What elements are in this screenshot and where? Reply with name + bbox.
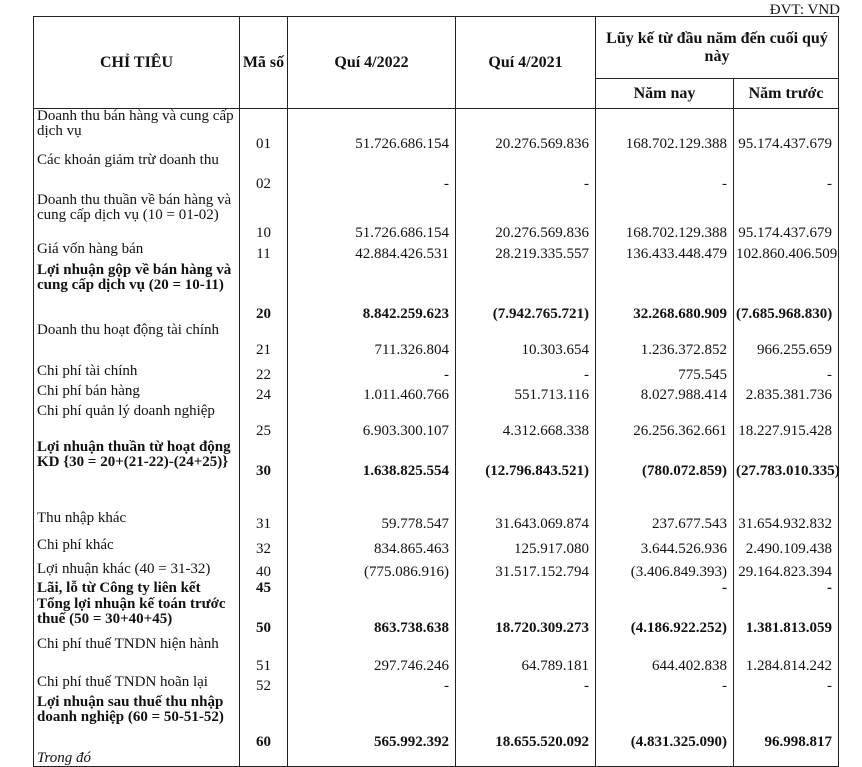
row-this-year: 775.545 [596, 359, 734, 384]
row-q4-2021 [456, 581, 596, 597]
row-name: Chi phí thuế TNDN hiện hành [34, 637, 240, 675]
row-q4-2022 [288, 751, 456, 767]
row-this-year: 26.256.362.661 [596, 404, 734, 440]
row-code: 45 [240, 581, 288, 597]
row-last-year: - [734, 359, 839, 384]
row-q4-2022 [288, 581, 456, 597]
row-name: Giá vốn hàng bán [34, 242, 240, 263]
header-q4-2021: Quí 4/2021 [456, 17, 596, 109]
row-q4-2022: - [288, 153, 456, 193]
row-code: 01 [240, 109, 288, 153]
row-q4-2021 [456, 751, 596, 767]
row-code: 52 [240, 675, 288, 695]
row-name: Thu nhập khác [34, 505, 240, 533]
row-q4-2022: 51.726.686.154 [288, 109, 456, 153]
row-code: 22 [240, 359, 288, 384]
row-q4-2021: 31.517.152.794 [456, 558, 596, 581]
row-q4-2021: 18.655.520.092 [456, 695, 596, 751]
row-last-year: 966.255.659 [734, 323, 839, 359]
row-last-year [734, 751, 839, 767]
row-name: Doanh thu bán hàng và cung cấp dịch vụ [34, 109, 240, 153]
row-q4-2021: 18.720.309.273 [456, 597, 596, 637]
row-last-year: 2.490.109.438 [734, 533, 839, 558]
row-code: 20 [240, 263, 288, 323]
row-q4-2021: 64.789.181 [456, 637, 596, 675]
row-this-year: 136.433.448.479 [596, 242, 734, 263]
table-row [34, 193, 839, 242]
header-this-year: Năm nay [596, 79, 734, 109]
table-row [34, 505, 839, 533]
table-row [34, 109, 839, 153]
row-q4-2022: 565.992.392 [288, 695, 456, 751]
row-code: 21 [240, 323, 288, 359]
header-last-year: Năm trước [734, 79, 839, 109]
row-last-year: 102.860.406.509 [734, 242, 839, 263]
row-q4-2021: (12.796.843.521) [456, 440, 596, 505]
row-last-year: 96.998.817 [734, 695, 839, 751]
row-q4-2021: - [456, 359, 596, 384]
row-code: 31 [240, 505, 288, 533]
row-code [240, 751, 288, 767]
table-row [34, 359, 839, 384]
row-q4-2021: 31.643.069.874 [456, 505, 596, 533]
table-row [34, 323, 839, 359]
row-this-year: 237.677.543 [596, 505, 734, 533]
header-cumulative: Lũy kế từ đầu năm đến cuối quý này [596, 17, 839, 79]
row-q4-2022: 51.726.686.154 [288, 193, 456, 242]
row-name: Các khoản giảm trừ doanh thu [34, 153, 240, 193]
row-q4-2022: 711.326.804 [288, 323, 456, 359]
header-q4-2022: Quí 4/2022 [288, 17, 456, 109]
row-this-year: (4.831.325.090) [596, 695, 734, 751]
table-row [34, 440, 839, 505]
row-name: Doanh thu hoạt động tài chính [34, 323, 240, 359]
table-row [34, 695, 839, 751]
table-row [34, 751, 839, 767]
row-last-year: 31.654.932.832 [734, 505, 839, 533]
row-last-year: 1.381.813.059 [734, 597, 839, 637]
row-q4-2022: 42.884.426.531 [288, 242, 456, 263]
row-name: Chi phí thuế TNDN hoãn lại [34, 675, 240, 695]
row-q4-2021: 10.303.654 [456, 323, 596, 359]
row-name: Lợi nhuận khác (40 = 31-32) [34, 558, 240, 581]
row-q4-2022: 863.738.638 [288, 597, 456, 637]
row-name: Chi phí bán hàng [34, 384, 240, 404]
row-name: Lãi, lỗ từ Công ty liên kết [34, 581, 240, 597]
row-code: 11 [240, 242, 288, 263]
row-code: 50 [240, 597, 288, 637]
row-q4-2021: 125.917.080 [456, 533, 596, 558]
header-code: Mã số [240, 17, 288, 109]
row-last-year: 95.174.437.679 [734, 193, 839, 242]
row-code: 51 [240, 637, 288, 675]
unit-label: ĐVT: VND [769, 2, 840, 18]
row-code: 40 [240, 558, 288, 581]
row-last-year: 1.284.814.242 [734, 637, 839, 675]
row-this-year [596, 751, 734, 767]
table-row [34, 533, 839, 558]
row-this-year: - [596, 581, 734, 597]
row-q4-2022: - [288, 359, 456, 384]
row-this-year: - [596, 675, 734, 695]
row-code: 60 [240, 695, 288, 751]
row-q4-2021: - [456, 675, 596, 695]
income-statement-table [33, 16, 839, 767]
row-q4-2021: 20.276.569.836 [456, 193, 596, 242]
table-row [34, 581, 839, 597]
row-this-year: 8.027.988.414 [596, 384, 734, 404]
row-q4-2022: 6.903.300.107 [288, 404, 456, 440]
row-q4-2021: (7.942.765.721) [456, 263, 596, 323]
row-q4-2022: 834.865.463 [288, 533, 456, 558]
row-last-year: 2.835.381.736 [734, 384, 839, 404]
row-q4-2022: - [288, 675, 456, 695]
row-this-year: (3.406.849.393) [596, 558, 734, 581]
table-row [34, 153, 839, 193]
row-last-year: - [734, 675, 839, 695]
row-last-year: 95.174.437.679 [734, 109, 839, 153]
row-q4-2021: 4.312.668.338 [456, 404, 596, 440]
row-q4-2022: (775.086.916) [288, 558, 456, 581]
row-q4-2022: 1.011.460.766 [288, 384, 456, 404]
row-this-year: 168.702.129.388 [596, 193, 734, 242]
row-code: 30 [240, 440, 288, 505]
row-name: Lợi nhuận gộp về bán hàng và cung cấp dịch vụ (20 = 10-11) [34, 263, 240, 323]
row-this-year: 644.402.838 [596, 637, 734, 675]
row-q4-2021: 551.713.116 [456, 384, 596, 404]
row-name: Tổng lợi nhuận kế toán trước thuế (50 = 30+40+45) [34, 597, 240, 637]
row-code: 02 [240, 153, 288, 193]
table-row [34, 597, 839, 637]
row-name: Chi phí quản lý doanh nghiệp [34, 404, 240, 440]
row-this-year: 32.268.680.909 [596, 263, 734, 323]
table-row [34, 404, 839, 440]
table-row [34, 637, 839, 675]
row-q4-2021: - [456, 153, 596, 193]
row-q4-2021: 20.276.569.836 [456, 109, 596, 153]
row-q4-2022: 59.778.547 [288, 505, 456, 533]
table-row [34, 384, 839, 404]
row-q4-2022: 8.842.259.623 [288, 263, 456, 323]
row-name: Trong đó [34, 751, 240, 767]
row-name: Lợi nhuận sau thuế thu nhập doanh nghiệp (60 = 50-51-52) [34, 695, 240, 751]
row-this-year: (4.186.922.252) [596, 597, 734, 637]
row-code: 24 [240, 384, 288, 404]
row-last-year: - [734, 153, 839, 193]
row-this-year: (780.072.859) [596, 440, 734, 505]
row-name: Chi phí khác [34, 533, 240, 558]
row-code: 10 [240, 193, 288, 242]
row-code: 32 [240, 533, 288, 558]
row-code: 25 [240, 404, 288, 440]
row-last-year: (7.685.968.830) [734, 263, 839, 323]
table-row [34, 558, 839, 581]
row-this-year: 1.236.372.852 [596, 323, 734, 359]
row-q4-2022: 297.746.246 [288, 637, 456, 675]
table-row [34, 242, 839, 263]
row-last-year: - [734, 581, 839, 597]
table-row [34, 263, 839, 323]
row-this-year: 168.702.129.388 [596, 109, 734, 153]
row-name: Chi phí tài chính [34, 359, 240, 384]
row-this-year: - [596, 153, 734, 193]
row-q4-2022: 1.638.825.554 [288, 440, 456, 505]
table-row [34, 675, 839, 695]
row-this-year: 3.644.526.936 [596, 533, 734, 558]
header-item: CHỈ TIÊU [34, 17, 240, 109]
row-name: Lợi nhuận thuần từ hoạt động KD {30 = 20+(21-22)-(24+25)} [34, 440, 240, 505]
row-q4-2021: 28.219.335.557 [456, 242, 596, 263]
row-name: Doanh thu thuần về bán hàng và cung cấp dịch vụ (10 = 01-02) [34, 193, 240, 242]
row-last-year: 29.164.823.394 [734, 558, 839, 581]
row-last-year: (27.783.010.335) [734, 440, 839, 505]
row-last-year: 18.227.915.428 [734, 404, 839, 440]
